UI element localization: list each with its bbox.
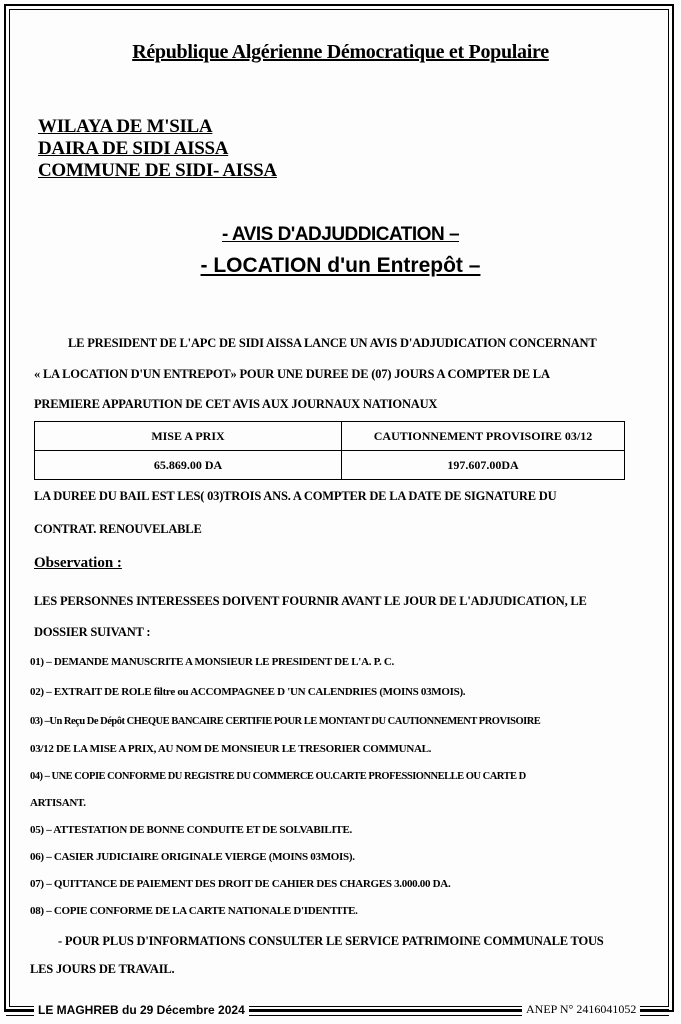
observation-title: Observation :	[34, 555, 122, 571]
daira-label: DAIRA DE SIDI AISSA	[38, 138, 229, 159]
list-item: ARTISANT.	[30, 797, 86, 809]
list-item: 03) –Un Reçu De Dépôt CHEQUE BANCAIRE CERTIFIE POUR LE MONTANT DU CAUTIONNEMENT PROVISOIRE	[30, 716, 541, 727]
price-table-value-row	[35, 451, 625, 480]
price-value-mise: 65.869.00 DA	[35, 451, 342, 480]
bail-line-2: CONTRAT. RENOUVELABLE	[34, 522, 202, 536]
list-item: 05) – ATTESTATION DE BONNE CONDUITE ET DE SOLVABILITE.	[30, 824, 352, 836]
wilaya-label: WILAYA DE M'SILA	[38, 116, 213, 137]
anep-reference: ANEP N° 2416041052	[522, 1002, 640, 1017]
list-item: 06) – CASIER JUDICIAIRE ORIGINALE VIERGE (MOINS 03MOIS).	[30, 851, 355, 863]
price-value-caution: 197.607.00DA	[342, 451, 625, 480]
list-item: 03/12 DE LA MISE A PRIX, AU NOM DE MONSIEUR LE TRESORIER COMMUNAL.	[30, 743, 432, 755]
price-table	[34, 421, 625, 480]
observation-intro-1: LES PERSONNES INTERESSEES DOIVENT FOURNIR AVANT LE JOUR DE L'ADJUDICATION, LE	[34, 594, 587, 608]
intro-line-2: « LA LOCATION D'UN ENTREPOT» POUR UNE DUREE DE (07) JOURS A COMPTER DE LA	[34, 367, 550, 381]
list-item: 01) – DEMANDE MANUSCRITE A MONSIEUR LE PRESIDENT DE L'A. P. C.	[30, 656, 395, 668]
list-item: 07) – QUITTANCE DE PAIEMENT DES DROIT DE CAHIER DES CHARGES 3.000.00 DA.	[30, 878, 451, 890]
price-header-mise: MISE A PRIX	[35, 422, 342, 451]
price-table-header-row	[35, 422, 625, 451]
price-header-caution: CAUTIONNEMENT PROVISOIRE 03/12	[342, 422, 625, 451]
intro-line-3: PREMIERE APPARUTION DE CET AVIS AUX JOURNAUX NATIONAUX	[34, 397, 438, 411]
republic-heading: République Algérienne Démocratique et Populaire	[132, 41, 549, 63]
info-line-2: LES JOURS DE TRAVAIL.	[30, 962, 175, 976]
newspaper-credit: LE MAGHREB du 29 Décembre 2024	[34, 1003, 249, 1017]
list-item: 04) – UNE COPIE CONFORME DU REGISTRE DU COMMERCE OU.CARTE PROFESSIONNELLE OU CARTE D	[30, 771, 526, 782]
list-item: 08) – COPIE CONFORME DE LA CARTE NATIONALE D'IDENTITE.	[30, 905, 358, 917]
bail-line-1: LA DUREE DU BAIL EST LES( 03)TROIS ANS. A COMPTER DE LA DATE DE SIGNATURE DU	[34, 489, 557, 503]
intro-line-1: LE PRESIDENT DE L'APC DE SIDI AISSA LANCE UN AVIS D'ADJUDICATION CONCERNANT	[68, 336, 597, 350]
notice-subtitle: - LOCATION d'un Entrepôt –	[200, 254, 481, 277]
notice-title: - AVIS D'ADJUDDICATION –	[221, 224, 460, 245]
commune-label: COMMUNE DE SIDI- AISSA	[38, 160, 277, 181]
info-line-1: - POUR PLUS D'INFORMATIONS CONSULTER LE SERVICE PATRIMOINE COMMUNALE TOUS	[58, 934, 604, 948]
observation-intro-2: DOSSIER SUIVANT :	[34, 625, 151, 639]
list-item: 02) – EXTRAIT DE ROLE filtre ou ACCOMPAGNEE D 'UN CALENDRIES (MOINS 03MOIS).	[30, 686, 466, 698]
